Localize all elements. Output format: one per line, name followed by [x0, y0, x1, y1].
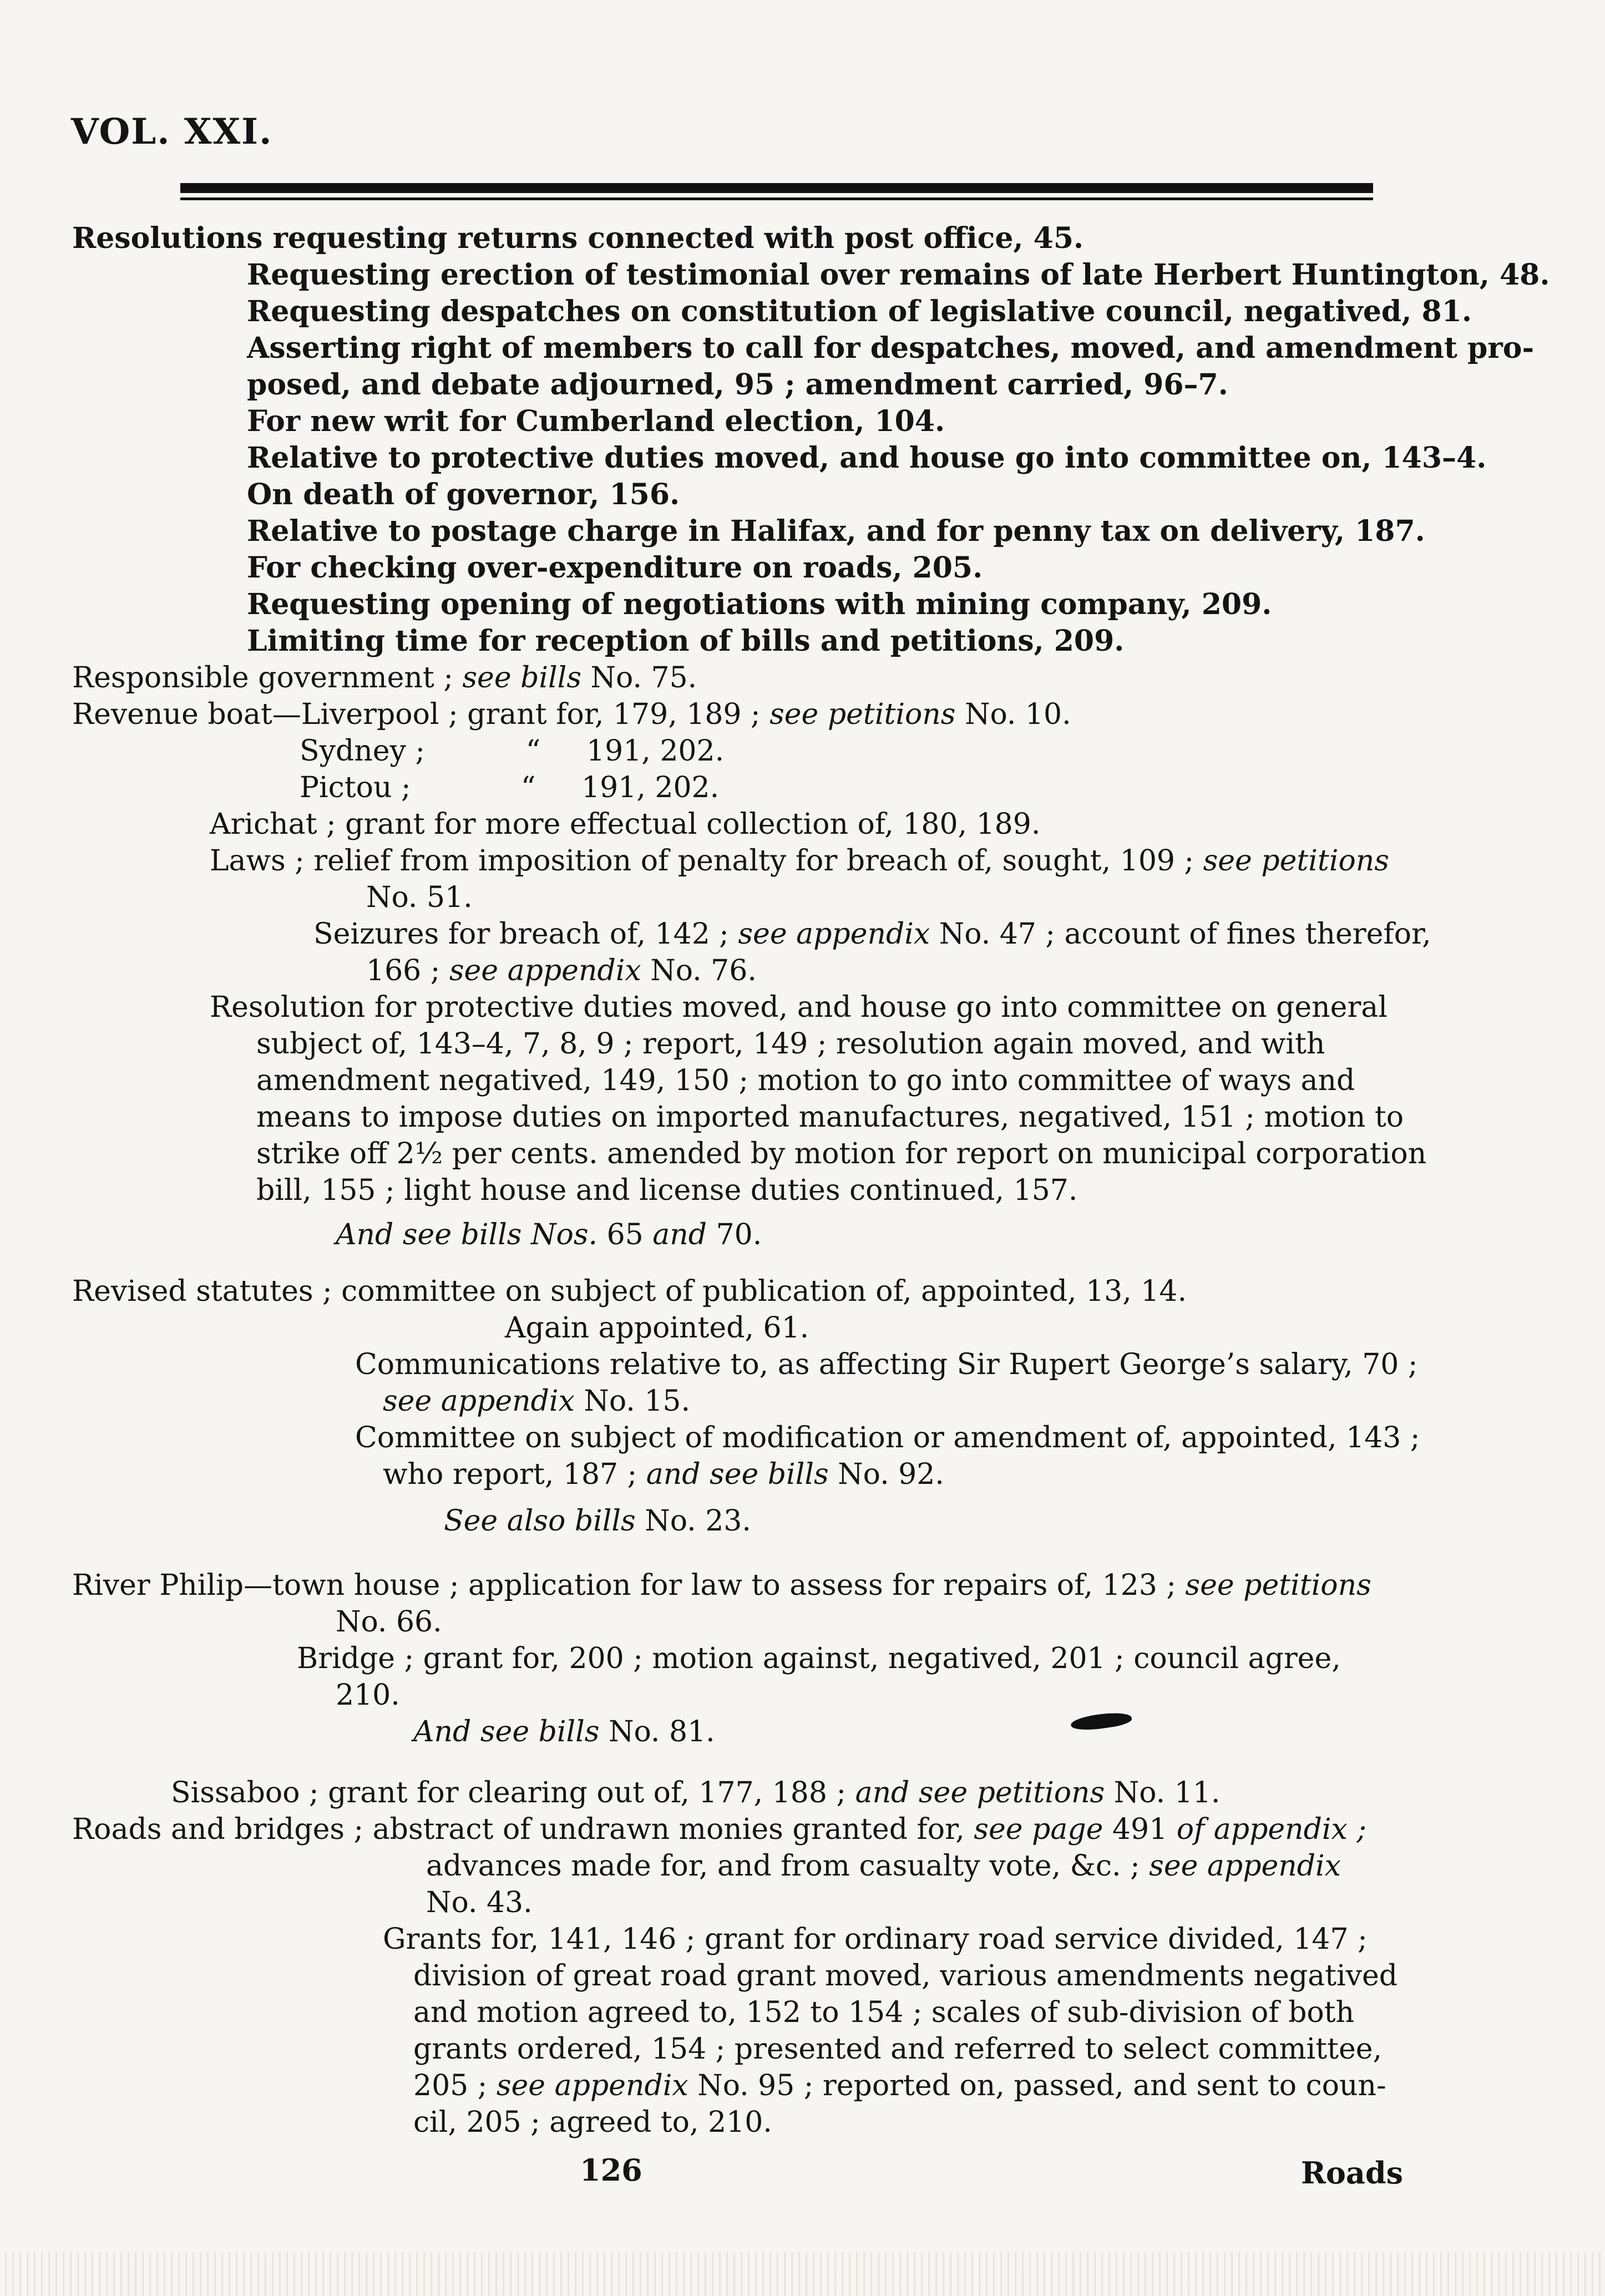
- index-line: Grants for, 141, 146 ; grant for ordinary road service divided, 147 ;: [383, 1923, 1368, 1956]
- index-line: No. 66.: [336, 1605, 442, 1639]
- index-line: strike off 2½ per cents. amended by motion for report on municipal corporation: [256, 1137, 1427, 1170]
- index-line: Seizures for breach of, 142 ; see appendix No. 47 ; account of fines therefor,: [313, 918, 1431, 951]
- index-line: Pictou ; “ 191, 202.: [300, 771, 720, 804]
- volume-heading: VOL. XXI.: [71, 111, 273, 153]
- index-line: Requesting erection of testimonial over remains of late Herbert Huntington, 48.: [247, 258, 1550, 292]
- cross-reference: And see bills No. 81.: [413, 1715, 715, 1748]
- index-line: division of great road grant moved, various amendments negatived: [413, 1959, 1398, 1993]
- index-line: Resolutions requesting returns connected with post office, 45.: [72, 221, 1084, 255]
- index-line: grants ordered, 154 ; presented and referred to select committee,: [413, 2033, 1383, 2066]
- index-line: Resolution for protective duties moved, and house go into committee on general: [210, 991, 1388, 1024]
- index-line: On death of governor, 156.: [247, 478, 680, 511]
- index-line: Roads and bridges ; abstract of undrawn monies granted for, see page 491 of appendix ;: [72, 1813, 1366, 1846]
- index-line: amendment negatived, 149, 150 ; motion to go into committee of ways and: [256, 1064, 1355, 1097]
- index-line: posed, and debate adjourned, 95 ; amendment carried, 96–7.: [247, 368, 1228, 402]
- index-line: Sydney ; “ 191, 202.: [300, 734, 725, 768]
- index-line: Requesting opening of negotiations with mining company, 209.: [247, 587, 1272, 621]
- index-line: Communications relative to, as affecting Sir Rupert George’s salary, 70 ;: [355, 1348, 1418, 1381]
- index-line: subject of, 143–4, 7, 8, 9 ; report, 149 ; resolution again moved, and with: [256, 1027, 1325, 1061]
- index-line: Revenue boat—Liverpool ; grant for, 179, 189 ; see petitions No. 10.: [72, 698, 1071, 731]
- index-line: bill, 155 ; light house and license duties continued, 157.: [256, 1174, 1078, 1207]
- cross-reference: See also bills No. 23.: [444, 1504, 751, 1538]
- index-line: means to impose duties on imported manufactures, negatived, 151 ; motion to: [256, 1101, 1404, 1134]
- index-line: Again appointed, 61.: [505, 1311, 809, 1345]
- index-line: who report, 187 ; and see bills No. 92.: [383, 1458, 944, 1491]
- index-line: Limiting time for reception of bills and petitions, 209.: [247, 624, 1125, 658]
- index-line: No. 51.: [366, 881, 473, 914]
- index-line: and motion agreed to, 152 to 154 ; scales of sub-division of both: [413, 1996, 1355, 2029]
- index-line: Bridge ; grant for, 200 ; motion against, negatived, 201 ; council agree,: [297, 1642, 1341, 1675]
- header-rule-thick: [180, 183, 1373, 193]
- index-line: 205 ; see appendix No. 95 ; reported on, passed, and sent to coun-: [413, 2069, 1386, 2102]
- index-line: Sissaboo ; grant for clearing out of, 177, 188 ; and see petitions No. 11.: [171, 1776, 1221, 1810]
- ink-blot: [1070, 1710, 1133, 1732]
- index-line: River Philip—town house ; application for law to assess for repairs of, 123 ; see petitions: [72, 1569, 1371, 1602]
- index-line: Relative to postage charge in Halifax, and for penny tax on delivery, 187.: [247, 514, 1425, 548]
- header-rule-thin: [180, 197, 1373, 200]
- index-line: Revised statutes ; committee on subject of publication of, appointed, 13, 14.: [72, 1275, 1187, 1308]
- cross-reference: And see bills Nos. 65 and 70.: [336, 1218, 762, 1251]
- page-number: 126: [580, 2152, 642, 2188]
- index-line: Committee on subject of modification or amendment of, appointed, 143 ;: [355, 1421, 1420, 1454]
- index-line: 210.: [336, 1679, 400, 1712]
- catchword: Roads: [1301, 2155, 1404, 2191]
- index-line: For checking over-expenditure on roads, 205.: [247, 551, 983, 585]
- index-line: 166 ; see appendix No. 76.: [366, 954, 757, 987]
- index-line: Relative to protective duties moved, and house go into committee on, 143–4.: [247, 441, 1487, 475]
- index-line: see appendix No. 15.: [383, 1385, 691, 1418]
- index-line: Responsible government ; see bills No. 75.: [72, 661, 697, 695]
- index-line: Requesting despatches on constitution of legislative council, negatived, 81.: [247, 295, 1472, 328]
- index-line: Laws ; relief from imposition of penalty for breach of, sought, 109 ; see petitions: [210, 844, 1389, 878]
- scan-noise: [0, 2252, 1605, 2296]
- index-line: advances made for, and from casualty vote, &c. ; see appendix: [426, 1849, 1341, 1883]
- index-line: Asserting right of members to call for despatches, moved, and amendment pro-: [247, 331, 1535, 365]
- index-line: cil, 205 ; agreed to, 210.: [413, 2106, 772, 2139]
- index-line: Arichat ; grant for more effectual collection of, 180, 189.: [210, 808, 1041, 841]
- index-line: For new writ for Cumberland election, 104.: [247, 404, 945, 438]
- index-line: No. 43.: [426, 1886, 533, 1919]
